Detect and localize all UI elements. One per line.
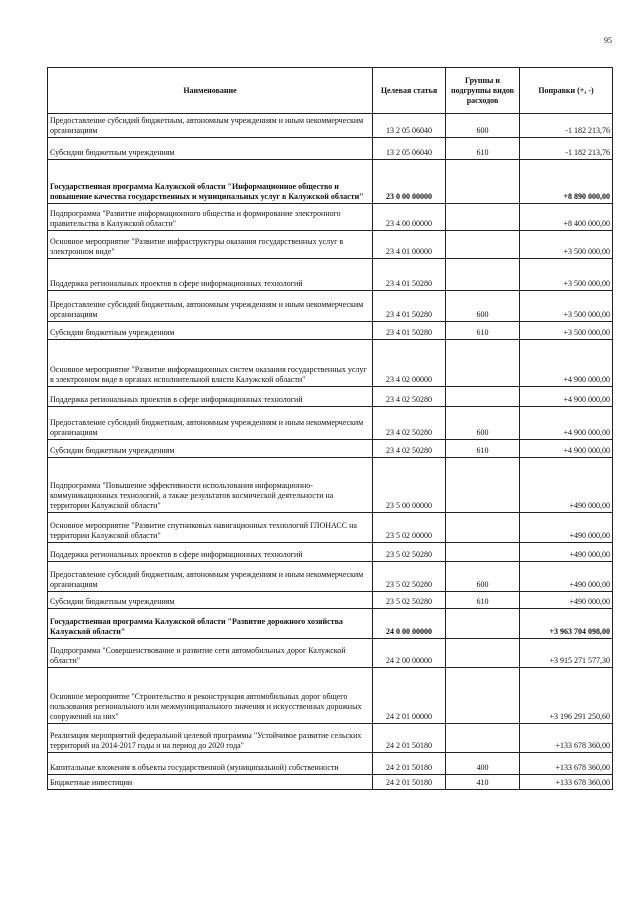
row-name: Основное мероприятие "Развитие спутниковых навигационных технологий ГЛОНАСС на территории Калужской области": [48, 513, 373, 543]
row-expense-group: 610: [446, 592, 520, 609]
row-amendment: +4 900 000,00: [520, 340, 613, 387]
row-amendment: +490 000,00: [520, 562, 613, 592]
row-target-article: 23 5 02 50280: [373, 543, 446, 562]
row-expense-group: [446, 668, 520, 724]
row-name: Предоставление субсидий бюджетным, автономным учреждениям и иным некоммерческим организациям: [48, 114, 373, 138]
row-amendment: +490 000,00: [520, 592, 613, 609]
row-name: Государственная программа Калужской области "Информационное общество и повышение качества государственных и муниципальных услуг в Калужской области": [48, 160, 373, 204]
row-name: Государственная программа Калужской области "Развитие дорожного хозяйства Калужской области": [48, 609, 373, 639]
row-expense-group: 410: [446, 775, 520, 790]
table-row: [48, 592, 613, 609]
row-name: Реализация мероприятий федеральной целевой программы "Устойчивое развитие сельских территорий на 2014-2017 годы и на период до 2020 года": [48, 724, 373, 753]
row-name: Капитальные вложения в объекты государственной (муниципальной) собственности: [48, 753, 373, 775]
row-name: Поддержка региональных проектов в сфере информационных технологий: [48, 259, 373, 291]
row-expense-group: [446, 340, 520, 387]
row-name: Поддержка региональных проектов в сфере информационных технологий: [48, 543, 373, 562]
row-name: Основное мероприятие "Развитие информационных систем оказания государственных услуг в электронном виде в органах исполнительной власти Калужской области": [48, 340, 373, 387]
row-expense-group: [446, 639, 520, 668]
row-amendment: +3 500 000,00: [520, 322, 613, 340]
row-target-article: 23 0 00 00000: [373, 160, 446, 204]
row-expense-group: 600: [446, 407, 520, 440]
row-target-article: 24 2 00 00000: [373, 639, 446, 668]
row-amendment: +8 400 000,00: [520, 204, 613, 231]
budget-amendments-table: [47, 67, 613, 790]
page-number: 95: [604, 36, 612, 45]
table-row: [48, 340, 613, 387]
row-target-article: 23 4 02 50280: [373, 440, 446, 458]
table-header-row: [48, 68, 613, 114]
table-row: [48, 639, 613, 668]
row-expense-group: [446, 609, 520, 639]
row-amendment: +3 500 000,00: [520, 231, 613, 259]
table-row: [48, 204, 613, 231]
row-target-article: 23 4 01 00000: [373, 231, 446, 259]
row-amendment: +490 000,00: [520, 458, 613, 513]
table-row: [48, 724, 613, 753]
row-expense-group: [446, 543, 520, 562]
row-expense-group: [446, 458, 520, 513]
row-target-article: 24 2 01 50180: [373, 753, 446, 775]
row-name: Субсидии бюджетным учреждениям: [48, 592, 373, 609]
table-row: [48, 322, 613, 340]
row-expense-group: [446, 513, 520, 543]
table-row: [48, 231, 613, 259]
table-row: [48, 291, 613, 322]
table-body: [48, 114, 613, 790]
row-expense-group: 600: [446, 562, 520, 592]
row-amendment: +490 000,00: [520, 543, 613, 562]
table-row: [48, 114, 613, 138]
row-expense-group: [446, 231, 520, 259]
row-expense-group: [446, 259, 520, 291]
row-name: Подпрограмма "Развитие информационного общества и формирование электронного правительства в Калужской области": [48, 204, 373, 231]
header-name: Наименование: [48, 68, 373, 114]
row-target-article: 23 4 00 00000: [373, 204, 446, 231]
row-name: Поддержка региональных проектов в сфере информационных технологий: [48, 387, 373, 407]
table-row: [48, 513, 613, 543]
row-name: Субсидии бюджетным учреждениям: [48, 138, 373, 160]
row-target-article: 23 4 02 50280: [373, 407, 446, 440]
table-row: [48, 775, 613, 790]
row-target-article: 23 4 02 50280: [373, 387, 446, 407]
table-row: [48, 160, 613, 204]
table-row: [48, 562, 613, 592]
row-expense-group: [446, 160, 520, 204]
table-row: [48, 407, 613, 440]
row-name: Предоставление субсидий бюджетным, автономным учреждениям и иным некоммерческим организациям: [48, 407, 373, 440]
row-expense-group: 610: [446, 138, 520, 160]
row-amendment: -1 182 213,76: [520, 138, 613, 160]
row-expense-group: [446, 387, 520, 407]
row-expense-group: 610: [446, 322, 520, 340]
table-row: [48, 138, 613, 160]
row-target-article: 23 4 02 00000: [373, 340, 446, 387]
table-row: [48, 440, 613, 458]
header-amendments: Поправки (+, -): [520, 68, 613, 114]
row-name: Субсидии бюджетным учреждениям: [48, 322, 373, 340]
row-name: Предоставление субсидий бюджетным, автономным учреждениям и иным некоммерческим организациям: [48, 562, 373, 592]
row-name: Предоставление субсидий бюджетным, автономным учреждениям и иным некоммерческим организациям: [48, 291, 373, 322]
row-target-article: 23 4 01 50280: [373, 291, 446, 322]
row-target-article: 23 5 02 00000: [373, 513, 446, 543]
table-row: [48, 753, 613, 775]
table-row: [48, 387, 613, 407]
row-expense-group: [446, 204, 520, 231]
row-target-article: 24 2 01 00000: [373, 668, 446, 724]
row-target-article: 23 4 01 50280: [373, 322, 446, 340]
row-amendment: -1 182 213,76: [520, 114, 613, 138]
row-amendment: +133 678 360,00: [520, 775, 613, 790]
row-expense-group: 600: [446, 291, 520, 322]
row-name: Подпрограмма "Совершенствование и развитие сети автомобильных дорог Калужской области": [48, 639, 373, 668]
row-amendment: +3 500 000,00: [520, 259, 613, 291]
row-target-article: 24 2 01 50180: [373, 775, 446, 790]
row-amendment: +490 000,00: [520, 513, 613, 543]
row-amendment: +133 678 360,00: [520, 753, 613, 775]
header-expense-groups: Группы и подгруппы видов расходов: [446, 68, 520, 114]
row-target-article: 24 2 01 50180: [373, 724, 446, 753]
row-amendment: +3 500 000,00: [520, 291, 613, 322]
row-amendment: +3 196 291 250,60: [520, 668, 613, 724]
row-name: Основное мероприятие "Строительство и реконструкция автомобильных дорог общего пользования регионального или межмуниципального значения и искусственных дорожных сооружений на них": [48, 668, 373, 724]
row-target-article: 23 5 02 50280: [373, 592, 446, 609]
row-name: Субсидии бюджетным учреждениям: [48, 440, 373, 458]
table-row: [48, 458, 613, 513]
row-amendment: +4 900 000,00: [520, 387, 613, 407]
row-amendment: +3 915 271 577,30: [520, 639, 613, 668]
row-target-article: 13 2 05 06040: [373, 114, 446, 138]
table-row: [48, 543, 613, 562]
table-row: [48, 668, 613, 724]
row-amendment: +133 678 360,00: [520, 724, 613, 753]
row-amendment: +4 900 000,00: [520, 440, 613, 458]
row-target-article: 23 5 02 50280: [373, 562, 446, 592]
row-name: Основное мероприятие "Развитие инфраструктуры оказания государственных услуг в электронном виде": [48, 231, 373, 259]
row-amendment: +8 890 000,00: [520, 160, 613, 204]
row-expense-group: [446, 724, 520, 753]
row-target-article: 24 0 00 00000: [373, 609, 446, 639]
row-target-article: 13 2 05 06040: [373, 138, 446, 160]
row-amendment: +4 900 000,00: [520, 407, 613, 440]
header-target-article: Целевая статья: [373, 68, 446, 114]
row-expense-group: 400: [446, 753, 520, 775]
row-name: Подпрограмма "Повышение эффективности использования информационно-коммуникационных технологий, а также результатов космической деятельности на территории Калужской области": [48, 458, 373, 513]
row-target-article: 23 5 00 00000: [373, 458, 446, 513]
table-row: [48, 259, 613, 291]
row-name: Бюджетные инвестиции: [48, 775, 373, 790]
row-expense-group: 600: [446, 114, 520, 138]
row-expense-group: 610: [446, 440, 520, 458]
table-row: [48, 609, 613, 639]
row-amendment: +3 963 704 098,00: [520, 609, 613, 639]
row-target-article: 23 4 01 50280: [373, 259, 446, 291]
